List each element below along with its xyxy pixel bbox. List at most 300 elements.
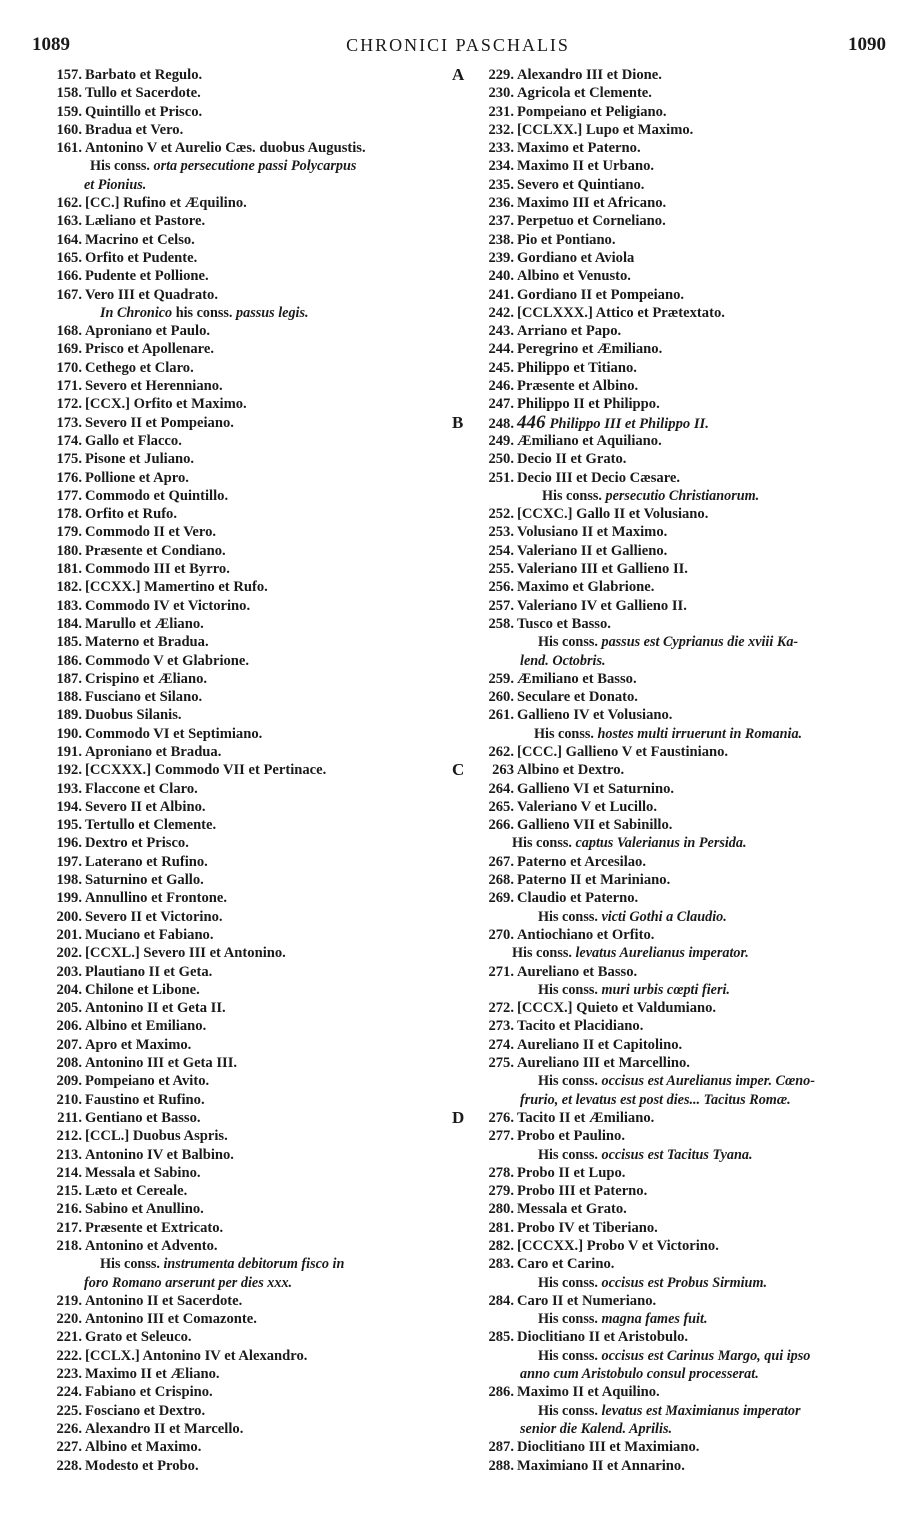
entry-consuls: Perpetuo et Corneliano. bbox=[517, 213, 666, 230]
entry-text bbox=[82, 909, 223, 925]
consul-entry bbox=[40, 212, 460, 230]
consul-entry bbox=[40, 1164, 460, 1182]
entry-number: 175. bbox=[56, 451, 82, 468]
consul-entry bbox=[472, 377, 892, 395]
entry-number: 230. bbox=[488, 85, 514, 102]
consul-entry bbox=[472, 1457, 892, 1475]
consul-entry bbox=[40, 1054, 460, 1072]
entry-text bbox=[82, 287, 218, 303]
entry-consuls: Maximo II et Aquilino. bbox=[517, 1384, 660, 1401]
entry-consuls: Alexandro III et Dione. bbox=[517, 67, 662, 83]
consul-entry bbox=[472, 889, 892, 907]
entry-consuls: Severo II et Albino. bbox=[85, 798, 206, 815]
entry-consuls: [CC.] Rufino et Æquilino. bbox=[85, 195, 247, 212]
entry-consuls: Arriano et Papo. bbox=[517, 323, 622, 340]
consul-entry bbox=[40, 359, 460, 377]
consul-entry bbox=[472, 212, 892, 230]
entry-consuls: Maximo III et Africano. bbox=[517, 195, 667, 212]
consuls-note bbox=[472, 1274, 892, 1292]
note-lead: his conss. bbox=[172, 304, 237, 321]
entry-text bbox=[514, 1256, 614, 1272]
entry-number: 174. bbox=[56, 432, 82, 449]
entry-number: 247. bbox=[488, 396, 514, 413]
entry-text bbox=[82, 378, 223, 394]
entry-text bbox=[82, 323, 210, 339]
entry-number: 246. bbox=[488, 378, 514, 395]
entry-consuls: Cethego et Claro. bbox=[85, 359, 194, 376]
entry-consuls: Læto et Cereale. bbox=[85, 1183, 188, 1200]
entry-text bbox=[514, 250, 634, 266]
entry-number: 202. bbox=[56, 945, 82, 962]
entry-consuls: Caro et Carino. bbox=[517, 1256, 615, 1273]
consul-entry bbox=[40, 414, 460, 432]
consul-entry bbox=[452, 65, 892, 84]
page-number-left: 1089 bbox=[32, 34, 70, 55]
consul-entry bbox=[452, 760, 892, 780]
consuls-note bbox=[40, 1255, 460, 1273]
consul-entry bbox=[40, 286, 460, 304]
note-lead: His conss. bbox=[100, 1256, 164, 1273]
running-title: CHRONICI PASCHALIS bbox=[346, 35, 570, 55]
note-text: hostes multi irruerunt in Romania. bbox=[597, 725, 803, 742]
consuls-note bbox=[472, 834, 892, 852]
consul-entry bbox=[472, 1237, 892, 1255]
consul-entry bbox=[40, 487, 460, 505]
entry-consuls: Dioclitiano III et Maximiano. bbox=[517, 1439, 700, 1456]
entry-number: 218. bbox=[56, 1238, 82, 1254]
entry-consuls: Seculare et Donato. bbox=[517, 689, 638, 706]
entry-text bbox=[514, 195, 666, 211]
consul-entry bbox=[472, 1182, 892, 1200]
entry-consuls: [CCL.] Duobus Aspris. bbox=[85, 1128, 228, 1145]
consul-entry bbox=[472, 322, 892, 340]
entry-consuls: Plautiano II et Geta. bbox=[85, 963, 213, 980]
entry-number: 176. bbox=[56, 469, 82, 486]
entry-consuls: Maximo II et Urbano. bbox=[517, 158, 655, 175]
note-lead: His conss. bbox=[90, 158, 154, 175]
entry-consuls: Saturnino et Gallo. bbox=[85, 872, 204, 889]
note-text: occisus est Probus Sirmium. bbox=[601, 1274, 768, 1291]
entry-number: 282. bbox=[488, 1238, 514, 1254]
consuls-note bbox=[472, 981, 892, 999]
entry-text bbox=[514, 305, 725, 321]
entry-consuls: Probo III et Paterno. bbox=[517, 1183, 648, 1200]
note-text: foro Romano arserunt per dies xxx. bbox=[84, 1274, 293, 1291]
consul-entry bbox=[472, 780, 892, 798]
consul-entry bbox=[40, 340, 460, 358]
entry-text bbox=[514, 1458, 685, 1474]
entry-consuls: Albino et Venusto. bbox=[517, 268, 631, 285]
note-text: levatus est Maximianus imperator bbox=[601, 1402, 801, 1419]
entry-consuls: Præsente et Albino. bbox=[517, 378, 639, 395]
consuls-note bbox=[40, 157, 460, 175]
consul-entry bbox=[40, 1310, 460, 1328]
entry-consuls: Chilone et Libone. bbox=[85, 981, 200, 998]
entry-text bbox=[82, 707, 182, 723]
consul-entry bbox=[472, 743, 892, 761]
consul-entry bbox=[40, 1347, 460, 1365]
consul-entry bbox=[472, 1054, 892, 1072]
entry-number: 164. bbox=[56, 231, 82, 248]
consul-entry bbox=[472, 670, 892, 688]
consul-entry bbox=[40, 523, 460, 541]
entry-number: 248. bbox=[488, 415, 514, 432]
entry-text bbox=[514, 1293, 656, 1309]
entry-number: 160. bbox=[56, 121, 82, 138]
entry-consuls: Messala et Sabino. bbox=[85, 1164, 201, 1181]
consul-entry bbox=[472, 926, 892, 944]
entry-consuls: Antonino II et Geta II. bbox=[85, 1000, 226, 1017]
entry-number: 236. bbox=[488, 195, 514, 212]
entry-consuls: Tullo et Sacerdote. bbox=[85, 85, 201, 102]
entry-number: 228. bbox=[56, 1457, 82, 1474]
entry-number: 235. bbox=[488, 176, 514, 193]
entry-text bbox=[82, 1403, 205, 1419]
entry-text bbox=[82, 964, 212, 980]
entry-consuls: Antiochiano et Orfito. bbox=[517, 926, 655, 943]
consul-entry bbox=[472, 798, 892, 816]
entry-text bbox=[82, 67, 202, 83]
entry-consuls: Aureliano III et Marcellino. bbox=[517, 1055, 690, 1072]
entry-consuls: Valeriano V et Lucillo. bbox=[517, 798, 658, 815]
entry-text bbox=[82, 982, 200, 998]
consul-entry bbox=[472, 121, 892, 139]
entry-text bbox=[82, 433, 182, 449]
entry-consuls: Faustino et Rufino. bbox=[85, 1091, 205, 1108]
entry-number: 273. bbox=[488, 1018, 514, 1035]
consuls-note bbox=[472, 908, 892, 926]
consuls-note bbox=[472, 633, 892, 651]
entry-text bbox=[514, 964, 637, 980]
entry-number: 251. bbox=[488, 469, 514, 486]
entry-text bbox=[82, 799, 206, 815]
entry-consuls: Pompeiano et Avito. bbox=[85, 1073, 210, 1090]
entry-number: 231. bbox=[488, 103, 514, 120]
consul-entry bbox=[40, 1127, 460, 1145]
consul-entry bbox=[472, 267, 892, 285]
entry-text bbox=[82, 1037, 191, 1053]
note-lead: His conss. bbox=[542, 487, 606, 504]
consul-entry bbox=[40, 761, 460, 779]
consul-entry bbox=[40, 926, 460, 944]
note-lead: His conss. bbox=[534, 725, 598, 742]
consul-entry bbox=[40, 670, 460, 688]
entry-text bbox=[514, 85, 652, 101]
entry-consuls: Paterno et Arcesilao. bbox=[517, 853, 647, 870]
entry-number: 260. bbox=[488, 689, 514, 706]
entry-text bbox=[82, 1073, 209, 1089]
margin-letter: D bbox=[452, 1107, 465, 1127]
consul-entry bbox=[472, 359, 892, 377]
entry-text bbox=[82, 341, 214, 357]
entry-number: 161. bbox=[56, 140, 82, 157]
entry-consuls: Gordiano et Aviola bbox=[517, 249, 635, 266]
entry-text bbox=[514, 1384, 660, 1400]
entry-number: 257. bbox=[488, 597, 514, 614]
consul-entry bbox=[472, 304, 892, 322]
entry-text bbox=[514, 67, 662, 83]
entry-number: 256. bbox=[488, 579, 514, 596]
entry-number: 238. bbox=[488, 231, 514, 248]
entry-number: 258. bbox=[488, 615, 514, 632]
entry-number: 190. bbox=[56, 725, 82, 742]
entry-consuls: Commodo V et Glabrione. bbox=[85, 652, 250, 669]
entry-consuls: Sabino et Anullino. bbox=[85, 1201, 204, 1218]
consul-entry bbox=[40, 139, 460, 157]
entry-text bbox=[514, 1000, 716, 1016]
entry-text bbox=[82, 1293, 242, 1309]
entry-number: 188. bbox=[56, 689, 82, 706]
entry-consuls: Aproniano et Bradua. bbox=[85, 743, 222, 760]
entry-consuls: Philippo II et Philippo. bbox=[517, 396, 660, 413]
entry-number: 241. bbox=[488, 286, 514, 303]
entry-consuls: Valeriano II et Gallieno. bbox=[517, 542, 668, 559]
consuls-note bbox=[472, 1310, 892, 1328]
entry-consuls: Aureliano II et Capitolino. bbox=[517, 1036, 683, 1053]
consul-entry bbox=[472, 1292, 892, 1310]
entry-number: 243. bbox=[488, 323, 514, 340]
consul-entry bbox=[40, 542, 460, 560]
consul-entry bbox=[40, 560, 460, 578]
consul-entry bbox=[40, 1182, 460, 1200]
entry-text bbox=[82, 927, 214, 943]
entry-text bbox=[82, 524, 216, 540]
entry-number: 184. bbox=[56, 615, 82, 632]
margin-letter: A bbox=[452, 65, 465, 84]
consul-entry bbox=[40, 1420, 460, 1438]
entry-text bbox=[82, 671, 207, 687]
consul-entry bbox=[40, 66, 460, 84]
entry-number: 268. bbox=[488, 872, 514, 889]
entry-text bbox=[514, 781, 674, 797]
consuls-note bbox=[472, 725, 892, 743]
entry-number: 167. bbox=[56, 286, 82, 303]
entry-number: 225. bbox=[56, 1402, 82, 1419]
entry-text bbox=[82, 835, 189, 851]
entry-consuls: Tacito et Placidiano. bbox=[517, 1018, 644, 1035]
consul-entry bbox=[40, 505, 460, 523]
entry-number: 281. bbox=[488, 1219, 514, 1236]
consul-entry bbox=[472, 176, 892, 194]
entry-number: 182. bbox=[56, 579, 82, 596]
entry-number: 162. bbox=[56, 195, 82, 212]
entry-text bbox=[82, 689, 202, 705]
entry-text bbox=[514, 890, 638, 906]
note-text: orta persecutione passi Polycarpus bbox=[153, 158, 357, 175]
consul-entry bbox=[40, 322, 460, 340]
consul-entry bbox=[472, 706, 892, 724]
entry-number: 170. bbox=[56, 359, 82, 376]
consul-entry bbox=[40, 1091, 460, 1109]
entry-text bbox=[514, 411, 709, 433]
consul-entry bbox=[40, 1402, 460, 1420]
entry-consuls: Aproniano et Paulo. bbox=[85, 323, 211, 340]
entry-consuls: Præsente et Condiano. bbox=[85, 542, 226, 559]
entry-number: 172. bbox=[56, 396, 82, 413]
entry-text bbox=[82, 1384, 213, 1400]
consul-entry bbox=[472, 249, 892, 267]
consuls-note bbox=[472, 1420, 892, 1438]
entry-number: 262. bbox=[488, 743, 514, 760]
entry-consuls: Philippo III et Philippo II. bbox=[549, 415, 709, 432]
entry-consuls: Tertullo et Clemente. bbox=[85, 817, 217, 834]
consuls-note bbox=[472, 1365, 892, 1383]
entry-consuls: Pollione et Apro. bbox=[85, 469, 189, 486]
entry-text bbox=[514, 177, 644, 193]
entry-consuls: [CCXC.] Gallo II et Volusiano. bbox=[517, 506, 709, 523]
entry-number: 198. bbox=[56, 872, 82, 889]
entry-consuls: Peregrino et Æmiliano. bbox=[517, 341, 663, 358]
entry-number: 201. bbox=[56, 926, 82, 943]
consul-entry bbox=[472, 871, 892, 889]
entry-consuls: Annullino et Frontone. bbox=[85, 890, 228, 907]
entry-consuls: Barbato et Regulo. bbox=[85, 67, 203, 83]
entry-text bbox=[82, 1110, 201, 1126]
entry-text bbox=[82, 213, 205, 229]
note-text: frurio, et levatus est post dies... Tacitus Romæ. bbox=[520, 1091, 791, 1108]
entry-text bbox=[514, 1018, 643, 1034]
consul-entry bbox=[40, 615, 460, 633]
consul-entry bbox=[472, 432, 892, 450]
entry-consuls: Maximo et Glabrione. bbox=[517, 579, 655, 596]
entry-consuls: Valeriano IV et Gallieno II. bbox=[517, 597, 687, 614]
consul-entry bbox=[472, 542, 892, 560]
entry-text bbox=[514, 360, 637, 376]
entry-text bbox=[82, 360, 194, 376]
entry-text bbox=[82, 1092, 205, 1108]
entry-text bbox=[514, 762, 624, 778]
entry-number: 179. bbox=[56, 524, 82, 541]
entry-text bbox=[514, 1329, 688, 1345]
entry-consuls: Antonino et Advento. bbox=[85, 1238, 218, 1254]
consul-entry bbox=[40, 249, 460, 267]
entry-consuls: [CCX.] Orfito et Maximo. bbox=[85, 396, 247, 413]
entry-number: 252. bbox=[488, 506, 514, 523]
entry-consuls: Commodo II et Vero. bbox=[85, 524, 217, 541]
consul-entry bbox=[472, 469, 892, 487]
consul-entry bbox=[472, 395, 892, 413]
consul-entry bbox=[40, 103, 460, 121]
consul-entry bbox=[40, 121, 460, 139]
entry-consuls: Macrino et Celso. bbox=[85, 231, 195, 248]
entry-consuls: Commodo et Quintillo. bbox=[85, 487, 229, 504]
entry-text bbox=[82, 1238, 218, 1254]
consul-entry bbox=[40, 231, 460, 249]
entry-number: 195. bbox=[56, 817, 82, 834]
entry-consuls: Fusciano et Silano. bbox=[85, 689, 203, 706]
entry-number: 259. bbox=[488, 670, 514, 687]
entry-consuls: Apro et Maximo. bbox=[85, 1036, 192, 1053]
consul-entry bbox=[472, 578, 892, 596]
entry-number: 222. bbox=[56, 1347, 82, 1364]
entry-text bbox=[514, 543, 667, 559]
entry-consuls: Gentiano et Basso. bbox=[85, 1109, 201, 1126]
entry-consuls: [CCLXX.] Lupo et Maximo. bbox=[517, 121, 694, 138]
entry-number: 234. bbox=[488, 158, 514, 175]
entry-text bbox=[82, 1018, 206, 1034]
entry-number: 203. bbox=[56, 963, 82, 980]
entry-text bbox=[82, 85, 201, 101]
entry-number: 221. bbox=[56, 1329, 82, 1346]
entry-text bbox=[514, 122, 693, 138]
entry-consuls: Marullo et Æliano. bbox=[85, 615, 204, 632]
consul-entry bbox=[40, 84, 460, 102]
entry-text bbox=[82, 616, 204, 632]
entry-consuls: Materno et Bradua. bbox=[85, 634, 209, 651]
consul-entry bbox=[40, 395, 460, 413]
entry-number: 159. bbox=[56, 103, 82, 120]
consul-entry bbox=[40, 1200, 460, 1218]
note-lead: His conss. bbox=[512, 945, 576, 962]
entry-consuls: Præsente et Extricato. bbox=[85, 1219, 224, 1236]
entry-text bbox=[82, 872, 204, 888]
entry-text bbox=[514, 1201, 627, 1217]
consul-entry bbox=[40, 999, 460, 1017]
entry-text bbox=[82, 543, 226, 559]
page-number-right: 1090 bbox=[848, 34, 886, 55]
entry-consuls: Æmiliano et Aquiliano. bbox=[517, 432, 662, 449]
note-lead: His conss. bbox=[538, 1311, 602, 1328]
entry-number: 263 bbox=[492, 762, 514, 779]
entry-text bbox=[82, 140, 366, 156]
entry-number: 276. bbox=[488, 1109, 514, 1126]
consul-entry bbox=[40, 963, 460, 981]
entry-consuls: Pio et Pontiano. bbox=[517, 231, 616, 248]
entry-consuls: Commodo VI et Septimiano. bbox=[85, 725, 263, 742]
note-lead: His conss. bbox=[538, 634, 602, 651]
entry-text bbox=[514, 433, 662, 449]
entry-text bbox=[82, 1201, 204, 1217]
entry-consuls: Decio II et Grato. bbox=[517, 451, 627, 468]
consul-entry bbox=[472, 1438, 892, 1456]
note-text: captus Valerianus in Persida. bbox=[575, 835, 747, 852]
consuls-note bbox=[472, 1091, 892, 1109]
entry-consuls: [CCCX.] Quieto et Valdumiano. bbox=[517, 1000, 717, 1017]
consul-entry bbox=[40, 578, 460, 596]
consul-entry bbox=[472, 1328, 892, 1346]
consul-entry bbox=[472, 103, 892, 121]
entry-text bbox=[514, 287, 684, 303]
entry-number: 223. bbox=[56, 1366, 82, 1383]
entry-number: 283. bbox=[488, 1256, 514, 1273]
entry-text bbox=[514, 232, 616, 248]
entry-text bbox=[514, 1110, 654, 1126]
entry-consuls: Valeriano III et Gallieno II. bbox=[517, 561, 688, 578]
consuls-note bbox=[472, 1072, 892, 1090]
consul-entry bbox=[40, 908, 460, 926]
page-marker: 446 bbox=[517, 411, 546, 433]
entry-text bbox=[82, 762, 326, 778]
entry-number: 271. bbox=[488, 963, 514, 980]
entry-text bbox=[514, 213, 666, 229]
entry-text bbox=[82, 653, 249, 669]
consul-entry bbox=[40, 450, 460, 468]
entry-number: 183. bbox=[56, 597, 82, 614]
entry-text bbox=[514, 598, 687, 614]
entry-consuls: Commodo III et Byrro. bbox=[85, 561, 230, 578]
entry-number: 194. bbox=[56, 798, 82, 815]
entry-number: 191. bbox=[56, 743, 82, 760]
consul-entry bbox=[40, 1017, 460, 1035]
entry-text bbox=[514, 1183, 647, 1199]
consul-entry bbox=[472, 999, 892, 1017]
entry-number: 193. bbox=[56, 780, 82, 797]
entry-number: 233. bbox=[488, 140, 514, 157]
consul-entry bbox=[40, 1457, 460, 1475]
entry-text bbox=[82, 817, 216, 833]
consuls-note bbox=[40, 304, 460, 322]
consul-entry bbox=[472, 523, 892, 541]
